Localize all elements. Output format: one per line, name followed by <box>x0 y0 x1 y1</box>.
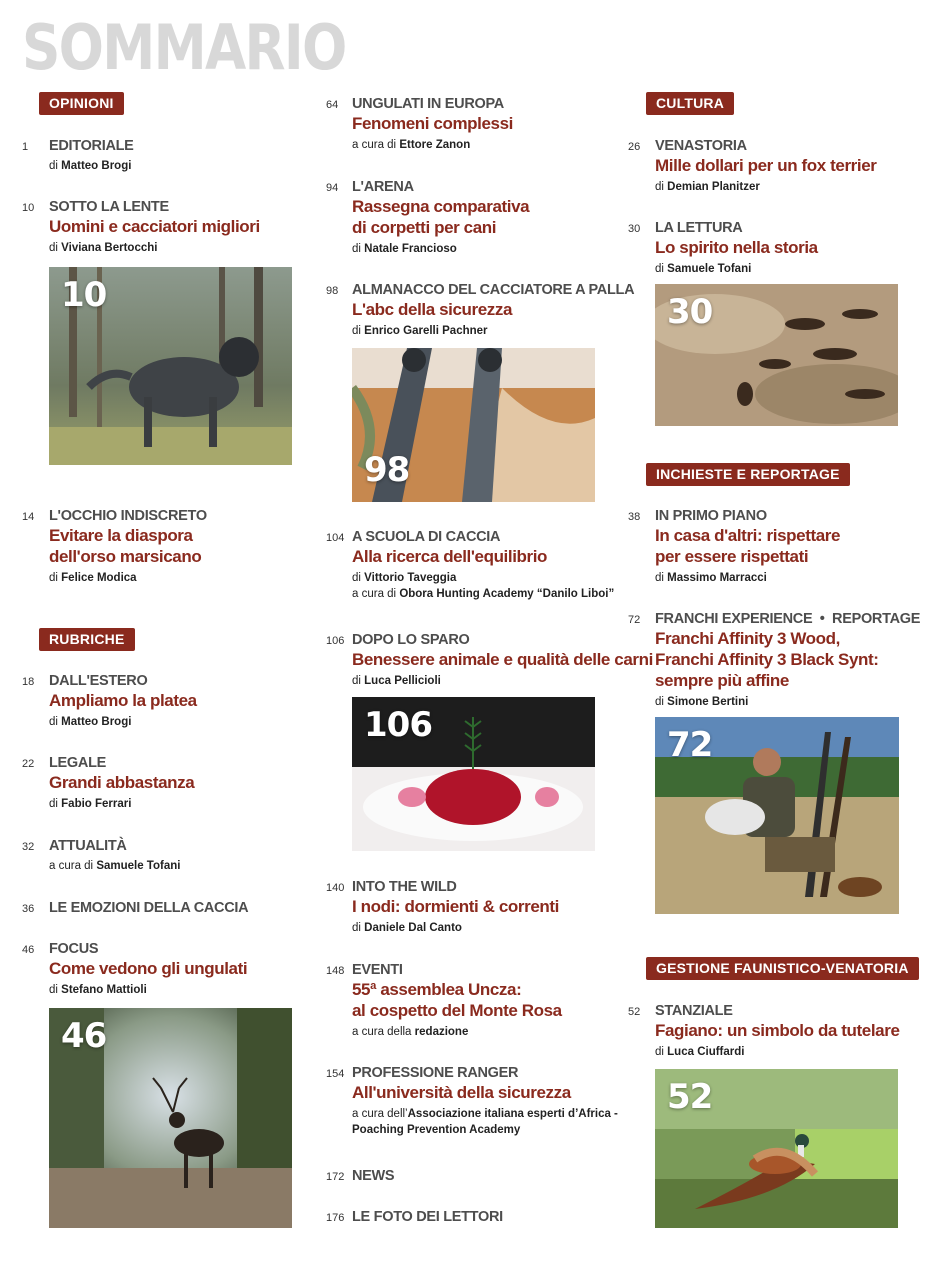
entry-byline: a cura dell’Associazione italiana esperti d’Africa - <box>352 1108 618 1120</box>
entry-headline: Uomini e cacciatori migliori <box>49 217 260 236</box>
entry-headline: Grandi abbastanza <box>49 773 195 792</box>
entry-headline-line2: di corpetti per cani <box>352 218 497 237</box>
entry-byline: di Viviana Bertocchi <box>49 242 158 254</box>
entry-kicker: NEWS <box>352 1168 395 1184</box>
toc-entry-la-lettura[interactable] <box>628 219 818 277</box>
entry-headline: Lo spirito nella storia <box>655 238 818 257</box>
entry-headline: Ampliamo la platea <box>49 691 197 710</box>
entry-headline: Franchi Affinity 3 Wood, <box>655 629 840 648</box>
page-number: 98 <box>326 285 339 297</box>
entry-kicker: FOCUS <box>49 941 99 957</box>
toc-entry-almanacco[interactable] <box>326 281 635 339</box>
entry-headline: Come vedono gli ungulati <box>49 959 248 978</box>
toc-entry-legale[interactable] <box>22 754 195 812</box>
toc-entry-primo-piano[interactable] <box>628 507 841 586</box>
entry-byline: di Matteo Brogi <box>49 160 132 172</box>
page-number: 104 <box>326 532 345 544</box>
page-number: 32 <box>22 841 35 853</box>
entry-headline: I nodi: dormienti & correnti <box>352 897 559 916</box>
toc-entry-attualita[interactable] <box>22 837 181 874</box>
page-number: 26 <box>628 141 641 153</box>
page-number: 148 <box>326 965 345 977</box>
page-number: 36 <box>22 903 35 915</box>
entry-kicker: ALMANACCO DEL CACCIATORE A PALLA <box>352 282 635 298</box>
entry-kicker: EDITORIALE <box>49 138 134 154</box>
entry-byline: di Felice Modica <box>49 572 137 584</box>
toc-entry-scuola-caccia[interactable] <box>326 528 615 602</box>
entry-byline: di Simone Bertini <box>655 696 749 708</box>
entry-kicker: FRANCHI EXPERIENCE • REPORTAGE <box>655 611 921 627</box>
entry-kicker: UNGULATI IN EUROPA <box>352 96 504 112</box>
entry-kicker: INTO THE WILD <box>352 879 457 895</box>
entry-byline: a cura di Ettore Zanon <box>352 139 471 151</box>
section-opinioni: OPINIONI <box>39 92 124 115</box>
toc-entry-eventi[interactable] <box>326 961 562 1040</box>
photo-page-number: 30 <box>667 292 713 332</box>
entry-kicker: VENASTORIA <box>655 138 747 154</box>
entry-kicker: STANZIALE <box>655 1003 733 1019</box>
page-title: SOMMARIO <box>22 11 346 84</box>
photo-setter-dog[interactable] <box>49 267 292 465</box>
entry-kicker: DALL'ESTERO <box>49 673 148 689</box>
page-number: 1 <box>22 141 29 153</box>
toc-entry-dopo-lo-sparo[interactable] <box>326 631 653 689</box>
page-number: 176 <box>326 1212 345 1224</box>
photo-page-number: 10 <box>61 275 107 315</box>
entry-kicker: PROFESSIONE RANGER <box>352 1065 519 1081</box>
entry-byline-2: Poaching Prevention Academy <box>352 1124 521 1136</box>
entry-byline: di Matteo Brogi <box>49 716 132 728</box>
entry-kicker: DOPO LO SPARO <box>352 632 470 648</box>
toc-entry-franchi-experience[interactable] <box>628 610 921 710</box>
entry-headline: 55ª assemblea Uncza: <box>352 980 522 999</box>
photo-hunter-dog[interactable] <box>655 717 899 914</box>
entry-kicker: LE FOTO DEI LETTORI <box>352 1209 503 1225</box>
toc-entry-sotto-la-lente[interactable] <box>22 198 260 256</box>
page-number: 52 <box>628 1006 641 1018</box>
entry-byline: a cura di Samuele Tofani <box>49 860 181 872</box>
page-number: 38 <box>628 511 641 523</box>
entry-headline: Rassegna comparativa <box>352 197 530 216</box>
entry-byline: di Demian Planitzer <box>655 181 760 193</box>
entry-kicker: IN PRIMO PIANO <box>655 508 767 524</box>
section-inchieste-reportage: INCHIESTE E REPORTAGE <box>646 463 850 486</box>
entry-byline: di Samuele Tofani <box>655 263 752 275</box>
page-number: 30 <box>628 223 641 235</box>
page-number: 94 <box>326 182 339 194</box>
entry-byline: di Luca Ciuffardi <box>655 1046 745 1058</box>
entry-kicker: LA LETTURA <box>655 220 743 236</box>
page-number: 172 <box>326 1171 345 1183</box>
entry-headline-line2: Franchi Affinity 3 Black Synt: <box>655 650 879 669</box>
entry-byline-2: a cura di Obora Hunting Academy “Danilo Liboi” <box>352 588 615 600</box>
entry-kicker: EVENTI <box>352 962 403 978</box>
entry-kicker: LEGALE <box>49 755 107 771</box>
photo-cave-painting[interactable] <box>655 284 898 426</box>
toc-entry-dall-estero[interactable] <box>22 672 197 730</box>
entry-headline: Mille dollari per un fox terrier <box>655 156 877 175</box>
entry-headline: Fagiano: un simbolo da tutelare <box>655 1021 900 1040</box>
entry-byline: di Massimo Marracci <box>655 572 767 584</box>
toc-entry-into-the-wild[interactable] <box>326 878 559 936</box>
entry-byline: di Luca Pellicioli <box>352 675 441 687</box>
entry-headline-line3: sempre più affine <box>655 671 789 690</box>
entry-headline: Evitare la diaspora <box>49 526 193 545</box>
photo-page-number: 72 <box>667 725 713 765</box>
entry-headline: Fenomeni complessi <box>352 114 513 133</box>
entry-headline: Alla ricerca dell'equilibrio <box>352 547 548 566</box>
entry-kicker: A SCUOLA DI CACCIA <box>352 529 501 545</box>
toc-entry-ungulati-europa[interactable] <box>326 95 513 153</box>
entry-headline-line2: al cospetto del Monte Rosa <box>352 1001 562 1020</box>
photo-page-number: 46 <box>61 1016 107 1056</box>
entry-kicker: L'OCCHIO INDISCRETO <box>49 508 207 524</box>
toc-entry-venastoria[interactable] <box>628 137 877 195</box>
photo-rifles[interactable] <box>352 348 595 502</box>
entry-headline: All'università della sicurezza <box>352 1083 571 1102</box>
section-gestione-faunistico: GESTIONE FAUNISTICO-VENATORIA <box>646 957 919 980</box>
toc-entry-news[interactable] <box>326 1167 395 1185</box>
page-number: 46 <box>22 944 35 956</box>
toc-entry-professione-ranger[interactable] <box>326 1064 618 1138</box>
toc-entry-focus[interactable] <box>22 940 248 998</box>
entry-kicker: ATTUALITÀ <box>49 838 127 854</box>
page-number: 22 <box>22 758 35 770</box>
photo-page-number: 106 <box>364 705 432 745</box>
entry-headline: L'abc della sicurezza <box>352 300 513 319</box>
section-cultura: CULTURA <box>646 92 734 115</box>
toc-entry-arena[interactable] <box>326 178 530 257</box>
photo-page-number: 52 <box>667 1077 713 1117</box>
entry-byline: di Fabio Ferrari <box>49 798 132 810</box>
entry-byline: di Stefano Mattioli <box>49 984 147 996</box>
entry-byline: di Natale Francioso <box>352 243 457 255</box>
entry-byline: di Vittorio Taveggia <box>352 572 457 584</box>
page-number: 140 <box>326 882 345 894</box>
entry-kicker: L'ARENA <box>352 179 414 195</box>
toc-entry-occhio-indiscreto[interactable] <box>22 507 207 586</box>
page-number: 14 <box>22 511 35 523</box>
entry-headline: Benessere animale e qualità delle carni <box>352 650 653 669</box>
entry-byline: di Daniele Dal Canto <box>352 922 462 934</box>
photo-deer[interactable] <box>49 1008 292 1228</box>
toc-entry-editoriale[interactable] <box>22 137 134 174</box>
page-number: 154 <box>326 1068 345 1080</box>
entry-headline: In casa d'altri: rispettare <box>655 526 841 545</box>
entry-kicker: SOTTO LA LENTE <box>49 199 169 215</box>
photo-pheasant[interactable] <box>655 1069 898 1228</box>
toc-entry-foto-lettori[interactable] <box>326 1208 503 1226</box>
page-number: 64 <box>326 99 339 111</box>
entry-kicker: LE EMOZIONI DELLA CACCIA <box>49 900 249 916</box>
entry-byline: a cura della redazione <box>352 1026 469 1038</box>
section-rubriche: RUBRICHE <box>39 628 135 651</box>
entry-headline-line2: per essere rispettati <box>655 547 809 566</box>
page-number: 72 <box>628 614 641 626</box>
page-number: 18 <box>22 676 35 688</box>
page-number: 106 <box>326 635 345 647</box>
toc-entry-emozioni-caccia[interactable] <box>22 899 249 917</box>
entry-byline: di Enrico Garelli Pachner <box>352 325 488 337</box>
photo-tartare[interactable] <box>352 697 595 851</box>
entry-headline-line2: dell'orso marsicano <box>49 547 202 566</box>
toc-entry-stanziale[interactable] <box>628 1002 900 1060</box>
photo-page-number: 98 <box>364 450 410 490</box>
page-number: 10 <box>22 202 35 214</box>
